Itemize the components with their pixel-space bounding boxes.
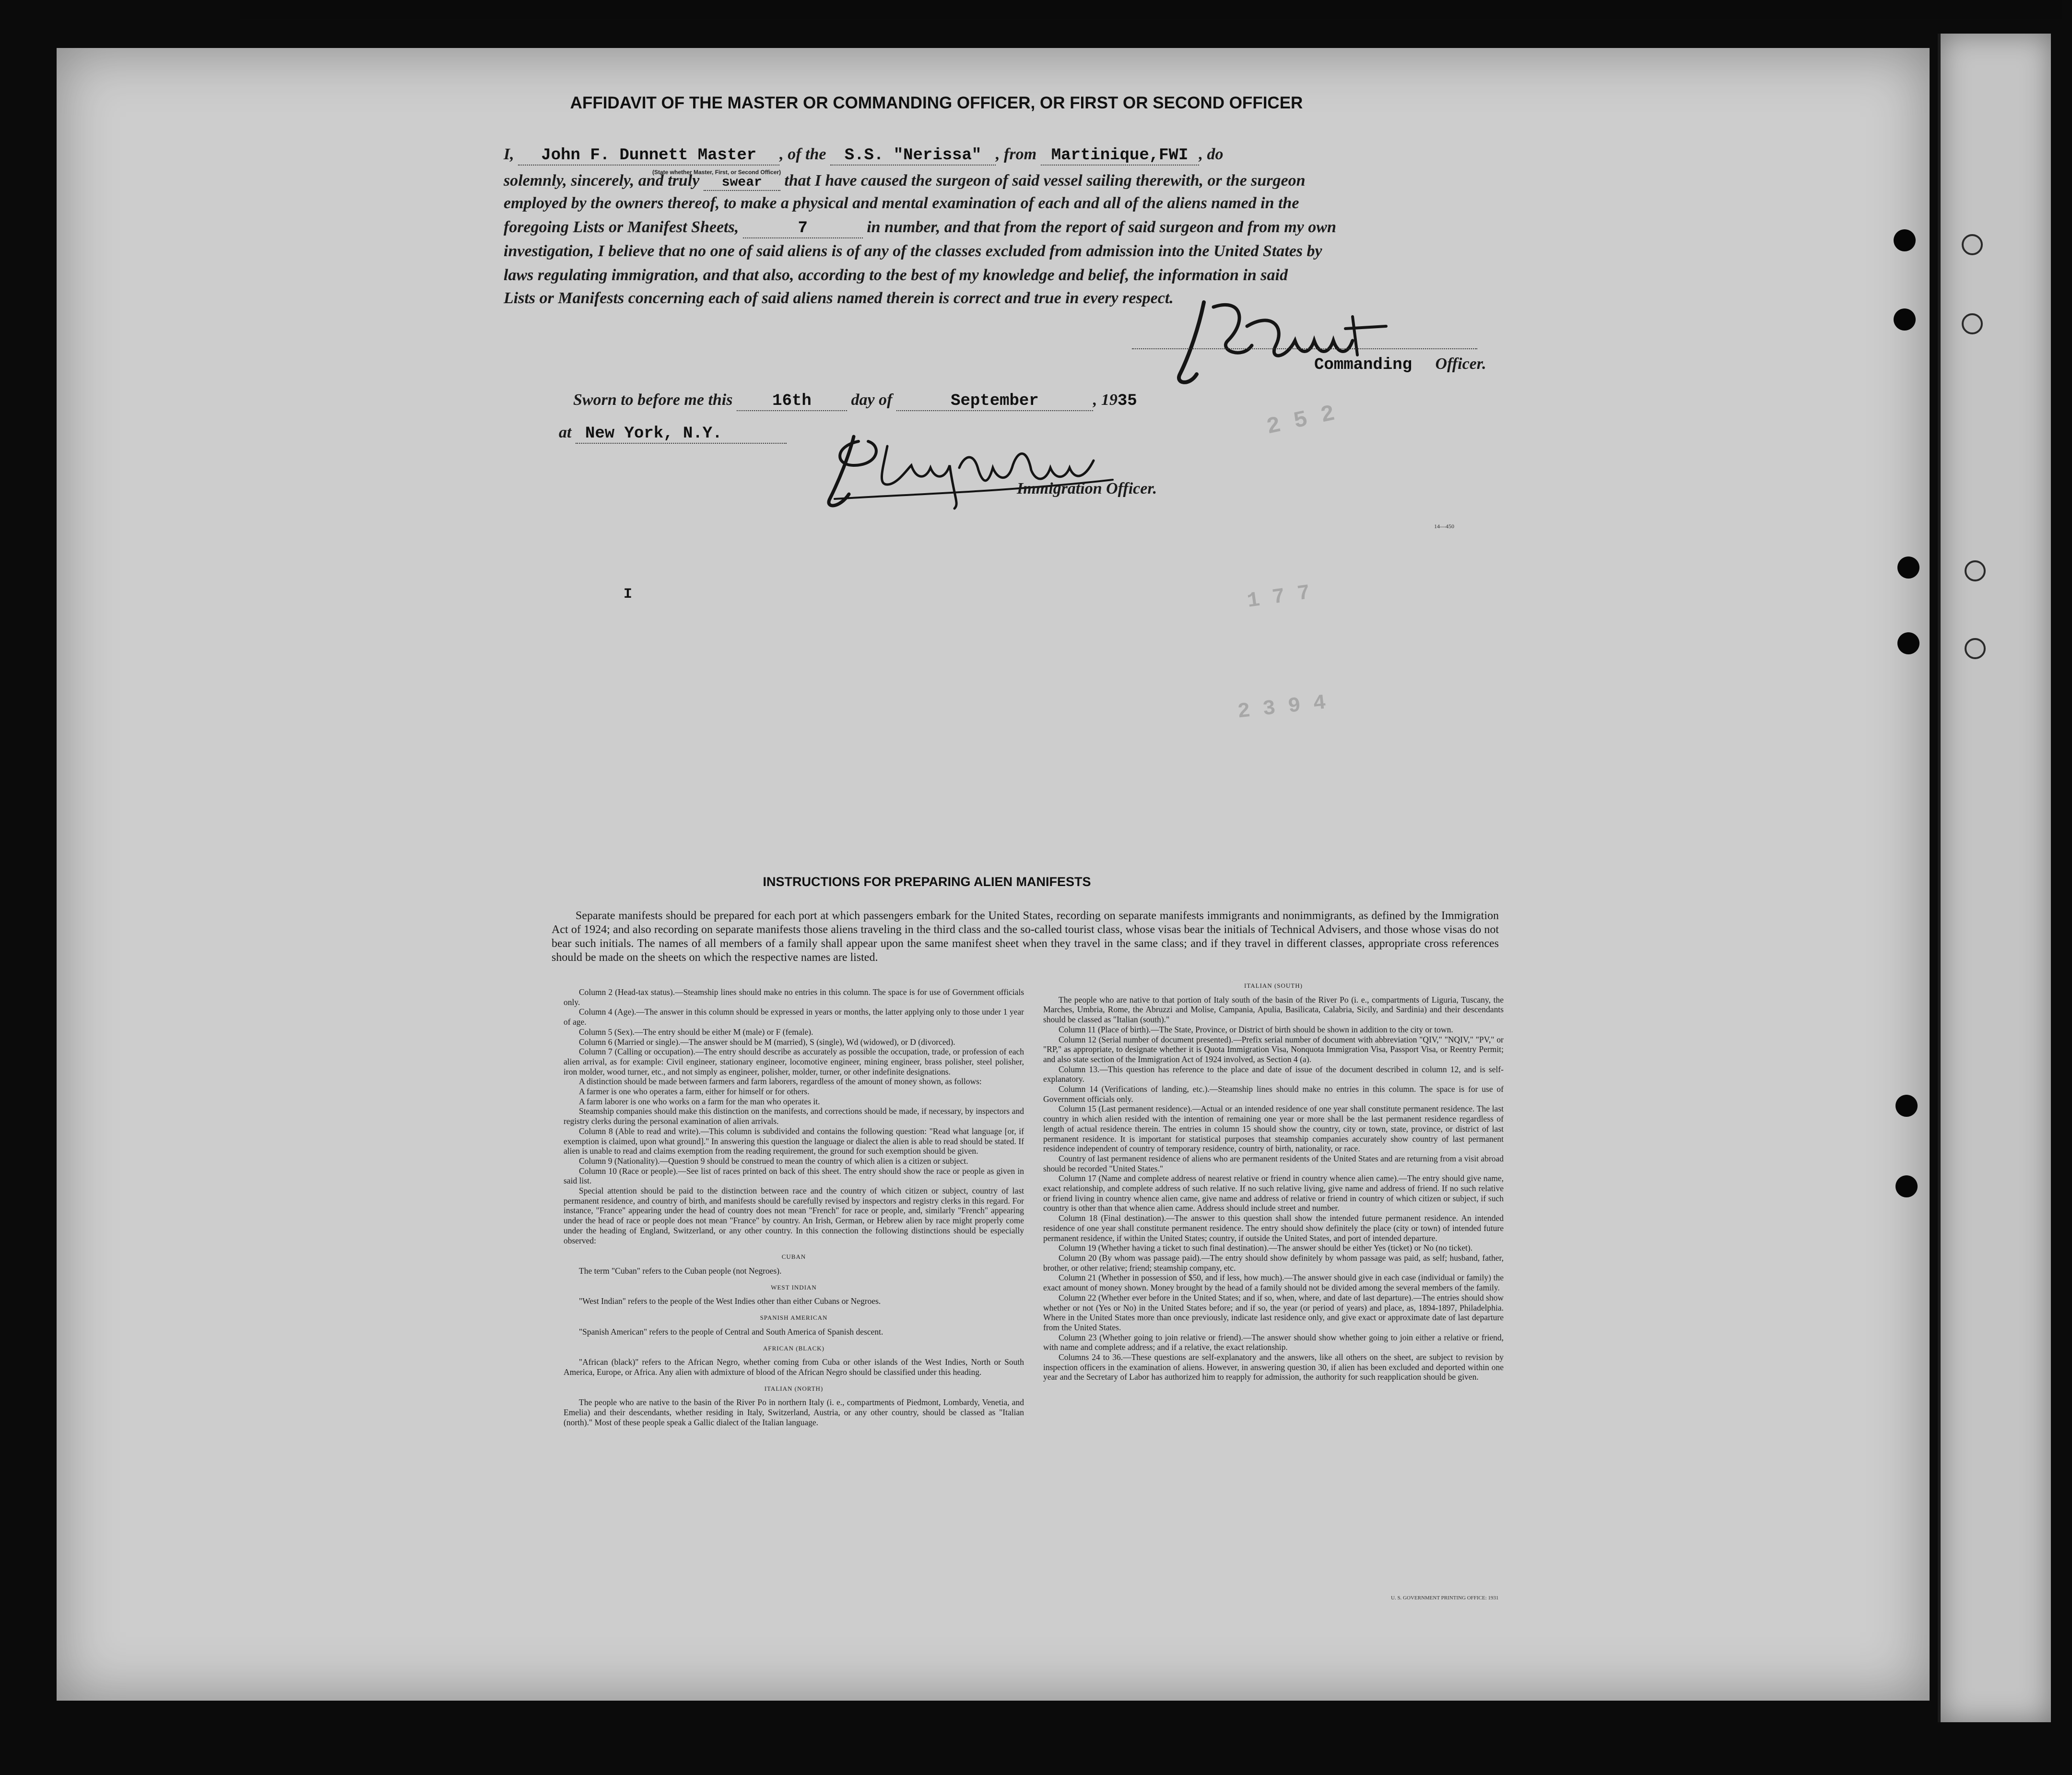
binder-hole xyxy=(1897,556,1919,579)
immigration-officer-label: Immigration Officer. xyxy=(1017,480,1157,497)
column-23-note: Column 23 (Whether going to join relative or friend).—The answer should show whether going to join either a relative or friend, with name and complete address; and if a relative, the exact relationship. xyxy=(1043,1332,1504,1352)
vessel-name-field: S.S. "Nerissa" xyxy=(830,146,996,166)
column-19-note: Column 19 (Whether having a ticket to such final destination).—The answer should be either Yes (ticket) or No (no ticket). xyxy=(1059,1243,1473,1253)
country-residence-note: Country of last permanent residence of aliens who are permanent residents of the United States and are returning from a visit abroad should be recorded "United States." xyxy=(1043,1153,1504,1173)
italian-south-definition: The people who are native to that portion of Italy south of the basin of the River Po (i. e., compartments of Liguria, Tuscany, the Marches, Umbria, Rome, the Abruzzi and Molise, Campania, Apulia, Basilicata, Calabria, Sicily, and Sardinia) and their descendants should be classed as "Italian (south)." xyxy=(1043,994,1504,1025)
african-definition: "African (black)" refers to the African Negro, whether coming from Cuba or other islands of the West Indies, North or South America, Europe, or Africa. Any alien with admixture of blood of the African Negro should be classified under this heading. xyxy=(564,1357,1024,1377)
binder-hole xyxy=(1894,308,1916,331)
binder-hole xyxy=(1895,1175,1918,1197)
sheet-count-field: 7 xyxy=(743,219,863,238)
sworn-place-line: at New York, N.Y. xyxy=(559,424,1552,444)
binder-hole xyxy=(1894,229,1916,251)
italian-north-heading: ITALIAN (NORTH) xyxy=(764,1384,824,1392)
column-11-note: Column 11 (Place of birth).—The State, Province, or District of birth should be shown in addition to the city or town. xyxy=(1059,1024,1453,1034)
column-5-note: Column 5 (Sex).—The entry should be either M (male) or F (female). xyxy=(579,1027,813,1037)
instructions-right-column xyxy=(1043,981,1504,1382)
spanish-american-heading: SPANISH AMERICAN xyxy=(760,1314,828,1322)
sworn-place-field: New York, N.Y. xyxy=(576,425,787,444)
instructions-intro: Separate manifests should be prepared for each port at which passengers embark for the United States, recording on separate manifests immigrants and nonimmigrants, as defined by the Immigration Act of 1924; and also recording on separate manifests those aliens traveling in the third class and the so-called tourist class, whose visas bear the initials of Technical Advisers, and those whose visas do not bear such initials. The names of all members of a family shall appear upon the same manifest sheet when they travel in the same class; and if they travel in different classes, appropriate cross references should be made on the sheets on which the respective names are listed. xyxy=(552,910,1499,964)
column-17-note: Column 17 (Name and complete address of nearest relative or friend in country whence alien came).—The entry should give name, exact relationship, and complete address of such relative. If no such relative living, give name and address of friend. If no such relative or friend living in country whence alien came, give name and address of relative or friend in country of which citizen or subject, if such country is other than that whence alien came. Address should include street and number. xyxy=(1043,1173,1504,1213)
column-18-note: Column 18 (Final destination).—The answer to this question shall show the intended future permanent residence. An intended residence of one year shall constitute permanent residence. The entry should show definitely the place (city or town) of intended future permanent residence, if within the United States; country, if outside the United States, and port of intended departure. xyxy=(1043,1213,1504,1243)
affidavit-line-3: employed by the owners thereof, to make a physical and mental examination of each and all of the aliens named in the xyxy=(504,194,1299,212)
column-9-note: Column 9 (Nationality).—Question 9 should be construed to mean the country of which alien is a citizen or subject. xyxy=(579,1156,968,1166)
affidavit-line-6: laws regulating immigration, and that also, according to the best of my knowledge and belief, the information in said xyxy=(504,266,1288,284)
farmer-definition: A farmer is one who operates a farm, either for himself or for others. xyxy=(579,1087,810,1097)
affidavit-line-5: investigation, I believe that no one of said aliens is of any of the classes excluded from admission into the United States by xyxy=(504,242,1322,260)
rank-note: (State whether Master, First, or Second Officer) xyxy=(652,169,781,176)
handwritten-mark: I xyxy=(624,586,633,603)
column-6-note: Column 6 (Married or single).—The answer should be M (married), S (single), Wd (widowed), or D (divorced). xyxy=(579,1037,955,1047)
column-14-note: Column 14 (Verifications of landing, etc.).—Steamship lines should make no entries in this column. The space is for use of Government officials only. xyxy=(1043,1084,1504,1104)
farm-laborer-definition: A farm laborer is one who works on a farm for the man who operates it. xyxy=(579,1096,820,1106)
column-22-note: Column 22 (Whether ever before in the United States; and if so, when, where, and date of last departure).—The entries should show whether or not (Yes or No) in the United States before; and if so, the year (or period of years) and place, as, 1894-1897, Philadelphia. Where in the United States more than once previously, indicate last residence only, and give exact or approximate date of last departure from the United States. xyxy=(1043,1292,1504,1332)
affidavit-line-4: foregoing Lists or Manifest Sheets, 7 in number, and that from the report of said surgeon and from my own xyxy=(504,218,1336,237)
binder-ring xyxy=(1965,560,1986,581)
steamship-note: Steamship companies should make this distinction on the manifests, and corrections should be made, if necessary, by inspectors and registry clerks during the personal examination of alien arrivals. xyxy=(564,1106,1024,1126)
column-15-note: Column 15 (Last permanent residence).—Actual or an intended residence of one year shall constitute permanent residence. The last country in which alien resided with the intention of remaining one year or more shall be the last permanent residence regardless of length of actual residence therein. The entries in column 15 should show the country, city or town, state, province, or district of last permanent residence. It is important for statistical purposes that steamship companies accurately show country of last permanent residence independent of country of temporary residence, country of birth, nationality, or race. xyxy=(1043,1104,1504,1154)
oath-field: swear xyxy=(704,175,780,191)
column-12-note: Column 12 (Serial number of document presented).—Prefix serial number of document with abbreviation "QIV," "NQIV," "PV," or "RP," as appropriate, to designate whether it is Quota Immigration Visa, Nonquota Immigration Visa, Passport Visa, or Reentry Permit; and also state section of the Immigration Act of 1924 involved, as Section 4 (a). xyxy=(1043,1034,1504,1064)
west-indian-definition: "West Indian" refers to the people of the West Indies other than either Cubans or Negroes. xyxy=(579,1296,881,1306)
column-2-note: Column 2 (Head-tax status).—Steamship lines should make no entries in this column. The space is for use of Government officials only. xyxy=(564,987,1024,1007)
column-10-note: Column 10 (Race or people).—See list of races printed on back of this sheet. The entry should show the race or people as given in said list. xyxy=(564,1166,1024,1186)
bleed-through-mark: 1 7 7 xyxy=(1246,581,1312,614)
column-8-note: Column 8 (Able to read and write).—This column is subdivided and contains the following question: "Read what language [or, if exemption is claimed, upon what ground]." In answering this question the language or dialect the alien is able to read should be stated. If alien is unable to read and claims exemption from the reading requirement, the ground for such exemption should be given. xyxy=(564,1126,1024,1156)
bleed-through-mark: 2 5 2 xyxy=(1264,401,1338,441)
cuban-heading: CUBAN xyxy=(781,1253,806,1261)
master-signature xyxy=(1170,288,1391,393)
printer-imprint: U. S. GOVERNMENT PRINTING OFFICE: 1931 xyxy=(1391,1595,1499,1601)
sworn-day-field: 16th xyxy=(737,392,847,411)
sworn-month-field: September xyxy=(896,392,1093,411)
adjacent-sheet-edge xyxy=(1938,34,2051,1722)
column-4-note: Column 4 (Age).—The answer in this column should be expressed in years or months, the latter applying only to those under 1 year of age. xyxy=(564,1007,1024,1027)
top-border xyxy=(240,0,2062,19)
bleed-through-mark: 2 3 9 4 xyxy=(1236,691,1327,724)
binder-ring xyxy=(1962,234,1983,255)
binder-ring xyxy=(1965,638,1986,659)
binder-hole xyxy=(1897,632,1919,654)
master-name-field: John F. Dunnett Master xyxy=(518,146,779,166)
signature-line xyxy=(1132,348,1477,349)
sworn-year: 35 xyxy=(1117,392,1137,410)
italian-south-heading: ITALIAN (SOUTH) xyxy=(1244,982,1303,989)
column-7-note: Column 7 (Calling or occupation).—The entry should describe as accurately as possible the occupation, trade, or profession of each alien arrival, as for example: Civil engineer, stationary engineer, locomotive engineer, mining engineer, brass polisher, steel polisher, iron molder, wood turner, etc., and not simply as engineer, polisher, molder, turner, or other indefinite designations. xyxy=(564,1047,1024,1077)
column-21-note: Column 21 (Whether in possession of $50, and if less, how much).—The answer should give in each case (individual or family) the exact amount of money shown. Money brought by the head of a family should not be divided among the several members of the family. xyxy=(1043,1273,1504,1293)
sworn-line: Sworn to before me this 16th day of September , 1935 xyxy=(573,391,1137,410)
instructions-left-column xyxy=(564,987,1024,1427)
binder-hole xyxy=(1895,1095,1918,1117)
special-attention-note: Special attention should be paid to the distinction between race and the country of which citizen or subject, country of last permanent residence, and country of birth, and manifests should be carefully revised by inspectors and registry clerks in this regard. For instance, "France" appearing under the head of country does not mean "French" for race or people, and, similarly "French" appearing under the head of race or people does not mean "France" by country. An Irish, German, or Hebrew alien by race might properly come under the heading of England, Switzerland, or any other country. In this connection the following distinctions should be especially observed: xyxy=(564,1186,1024,1245)
commanding-officer-label: Commanding Officer. xyxy=(1314,355,1486,374)
affidavit-line-2: solemnly, sincerely, and truly swear that I have caused the surgeon of said vessel sailing therewith, or the surgeon xyxy=(504,172,1306,190)
affidavit-line-1: I, John F. Dunnett Master , of the S.S. "Nerissa" , from Martinique,FWI , do xyxy=(504,145,1224,165)
column-20-note: Column 20 (By whom was passage paid).—The entry should show definitely by whom passage was paid, as self; husband, father, brother, or other relative; friend; steamship company, etc. xyxy=(1043,1253,1504,1273)
african-heading: AFRICAN (BLACK) xyxy=(763,1344,825,1352)
instructions-title: INSTRUCTIONS FOR PREPARING ALIEN MANIFESTS xyxy=(763,875,1091,889)
italian-north-definition: The people who are native to the basin of the River Po in northern Italy (i. e., compartments of Piedmont, Lombardy, Venetia, and Emelia) and their descendants, whether residing in Italy, Switzerland, Austria, or any other country, should be classed as "Italian (north)." Most of these people speak a Gallic dialect of the Italian language. xyxy=(564,1397,1024,1427)
column-7-distinction: A distinction should be made between farmers and farm laborers, regardless of the amount of money shown, as follows: xyxy=(579,1077,982,1087)
binder-ring xyxy=(1962,313,1983,334)
spanish-american-definition: "Spanish American" refers to the people of Central and South America of Spanish descent. xyxy=(579,1326,883,1337)
departure-port-field: Martinique,FWI xyxy=(1041,146,1199,166)
form-number: 14—450 xyxy=(1434,523,1454,530)
affidavit-title: AFFIDAVIT OF THE MASTER OR COMMANDING OFFICER, OR FIRST OR SECOND OFFICER xyxy=(570,94,1303,112)
columns-24-36-note: Columns 24 to 36.—These questions are self-explanatory and the answers, like all others on the sheet, are subject to revision by inspection officers in the examination of aliens. However, in answering question 30, if alien has been excluded and deported within one year and the Secretary of Labor has authorized him to reapply for admission, the authority for such reapplication should be given. xyxy=(1043,1352,1504,1382)
cuban-definition: The term "Cuban" refers to the Cuban people (not Negroes). xyxy=(579,1266,782,1276)
affidavit-line-7: Lists or Manifests concerning each of said aliens named therein is correct and true in every respect. xyxy=(504,289,1174,307)
west-indian-heading: WEST INDIAN xyxy=(771,1283,817,1291)
immigration-officer-signature xyxy=(815,427,1122,513)
column-13-note: Column 13.—This question has reference to the place and date of issue of the document described in column 12, and is self-explanatory. xyxy=(1043,1064,1504,1084)
